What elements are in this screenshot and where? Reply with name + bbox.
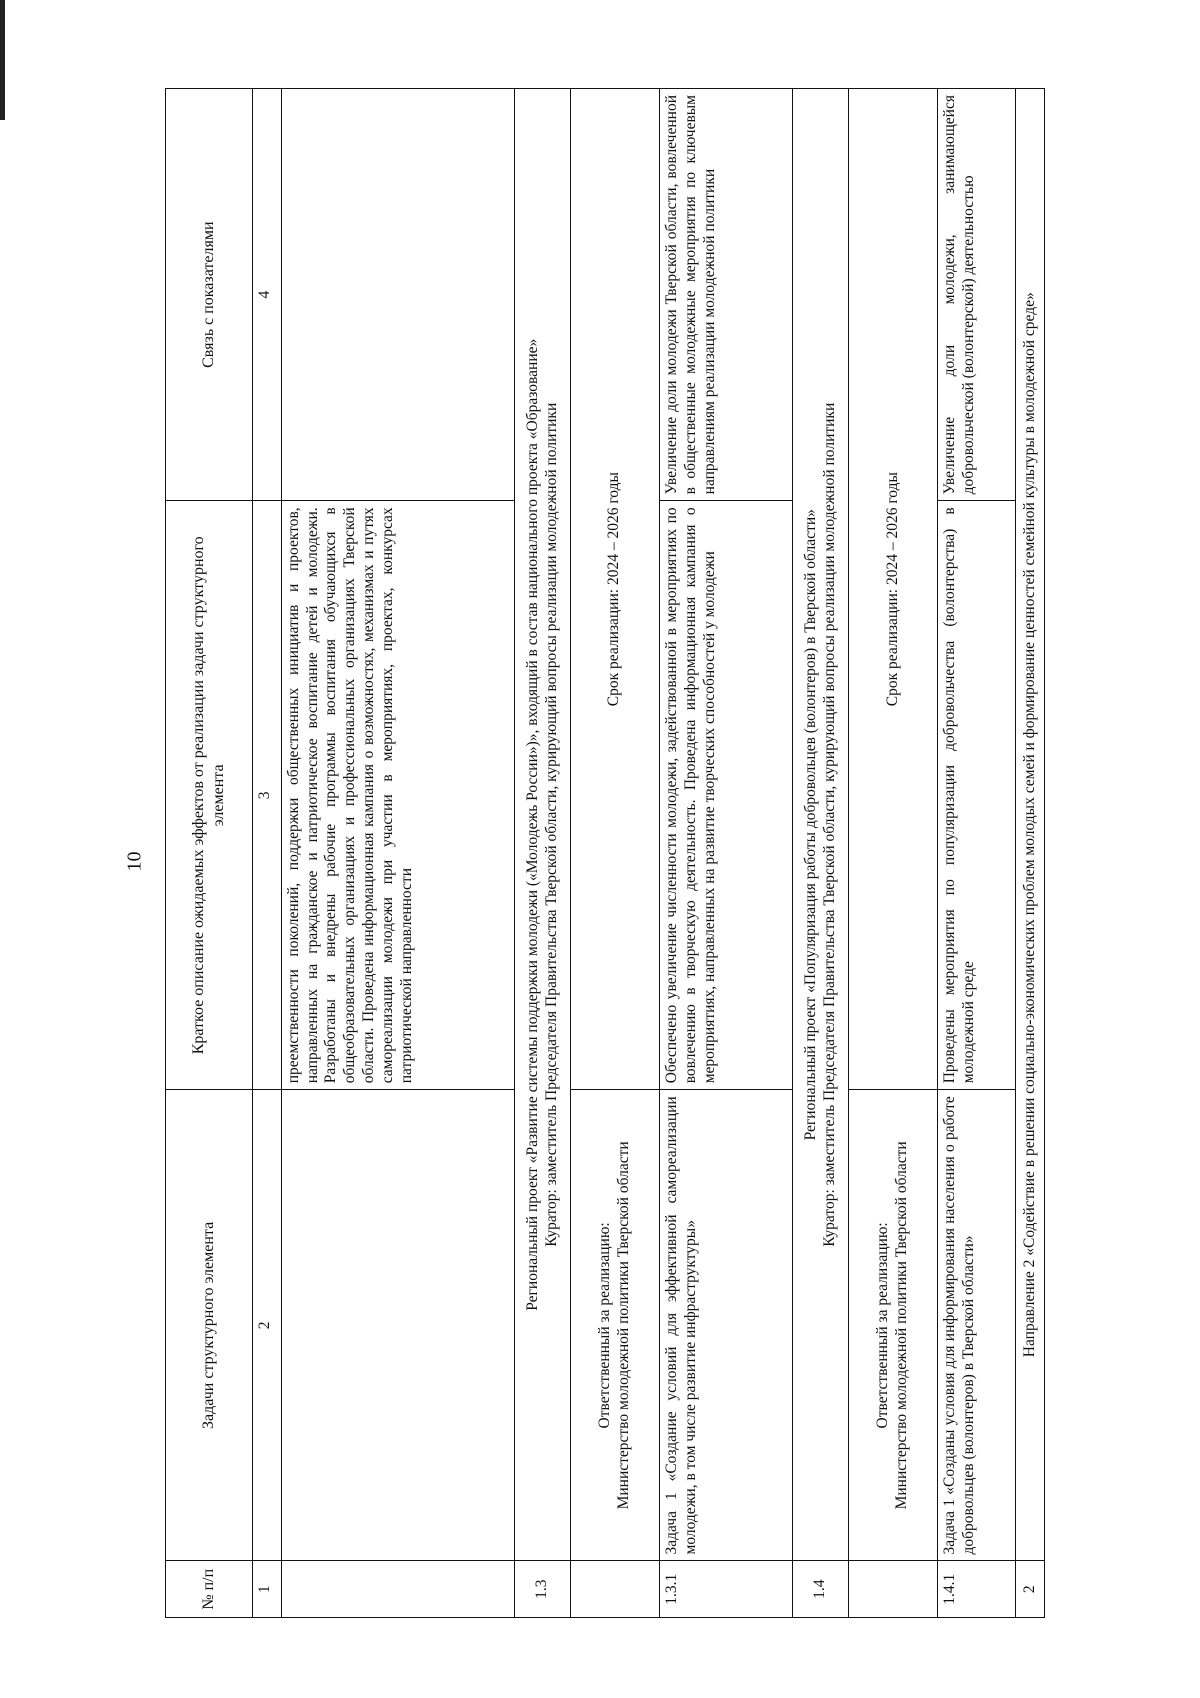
- row-1-3-1: [659, 89, 793, 1618]
- row-1-4-1-num: 1.4.1: [938, 1561, 1016, 1618]
- page-number: 10: [123, 851, 146, 872]
- row-1-4-responsible-label: Ответственный за реализацию:: [874, 1222, 892, 1429]
- row-1-3-responsible-cell: [570, 1090, 659, 1561]
- row-1-4-1-link: Увеличение доли молодежи, занимающейся добровольческой (волонтерской) деятельностью: [938, 89, 1016, 501]
- row-1-4-responsible-cell: [849, 1090, 938, 1561]
- structural-elements-table: [165, 88, 1045, 1618]
- row-1-4-curator: Куратор: заместитель Председателя Правительства Тверской области, курирующий вопросы реализации молодежной политики: [820, 402, 838, 1247]
- index-3: 3: [252, 501, 281, 1090]
- header-link: Связь с показателями: [166, 89, 253, 501]
- header-tasks: Задачи структурного элемента: [166, 1090, 253, 1561]
- row-1-3-header: [515, 89, 571, 1618]
- row-1-4-project: [793, 89, 849, 1561]
- row-1-3-1-task: Задача 1 «Создание условий для эффективной самореализации молодежи, в том числе развитие инфраструктуры»: [659, 1090, 793, 1561]
- row-1-3-1-link: Увеличение доли молодежи Тверской области, вовлеченной в общественные молодежные мероприятия по ключевым направлениям реализации молодежной политики: [659, 89, 793, 501]
- row-1-3-num: 1.3: [515, 1561, 571, 1618]
- index-4: 4: [252, 89, 281, 501]
- row-2: [1016, 89, 1045, 1618]
- row-1-3-project: [515, 89, 571, 1561]
- row-2-num: 2: [1016, 1561, 1045, 1618]
- row-1-4-responsible-org: Министерство молодежной политики Тверской области: [893, 1141, 911, 1510]
- row-1-4-1: [938, 89, 1016, 1618]
- rotated-table-wrapper: [165, 88, 1045, 1618]
- row-1-3-title: Региональный проект «Развитие системы поддержки молодежи («Молодежь России»)», входящий в состав национального проекта «Образование»: [523, 338, 541, 1311]
- row-1-3-term: Срок реализации: 2024 – 2026 годы: [570, 89, 659, 1090]
- index-1: 1: [252, 1561, 281, 1618]
- index-row: [252, 89, 281, 1618]
- header-effects: Краткое описание ожидаемых эффектов от реализации задачи структурного элемента: [166, 501, 253, 1090]
- header-row: [166, 89, 253, 1618]
- row-1-3-responsible-label: Ответственный за реализацию:: [596, 1222, 614, 1429]
- row-1-4-term: Срок реализации: 2024 – 2026 годы: [849, 89, 938, 1090]
- header-num: № п/п: [166, 1561, 253, 1618]
- index-2: 2: [252, 1090, 281, 1561]
- row-1-3-curator: Куратор: заместитель Председателя Правительства Тверской области, курирующий вопросы реализации молодежной политики: [542, 402, 560, 1247]
- row-1-3-1-effect: Обеспечено увеличение численности молодежи, задействованной в мероприятиях по вовлечению в творческую деятельность. Проведена информационная кампания о мероприятиях, направленных на развитие творческих способностей у молодежи: [659, 501, 793, 1090]
- row-1-3-responsible-org: Министерство молодежной политики Тверской области: [614, 1141, 632, 1510]
- row-1-3-responsible: [570, 89, 659, 1618]
- row-1-4-1-task: Задача 1 «Созданы условия для информирования населения о работе добровольцев (волонтеров) в Тверской области»: [938, 1090, 1016, 1561]
- row-1-4-responsible: [849, 89, 938, 1618]
- row-1-4-title: Региональный проект «Популяризация работы добровольцев (волонтеров) в Тверской области»: [801, 509, 819, 1141]
- continuation-text: преемственности поколений, поддержки общественных инициатив и проектов, направленных на гражданское и патриотическое воспитание детей и молодежи. Разработаны и внедрены рабочие программы воспитания обучающихся в общеобразовательных организациях и профессиональных организациях Тверской области. Проведена информационная кампания о возможностях, механизмах и путях самореализации молодежи при участии в мероприятиях, проектах, конкурсах патриотической направленности: [281, 501, 515, 1090]
- row-1-4-1-effect: Проведены мероприятия по популяризации добровольчества (волонтерства) в молодежной среде: [938, 501, 1016, 1090]
- row-1-4-num: 1.4: [793, 1561, 849, 1618]
- continuation-row: [281, 89, 515, 1618]
- row-2-title: Направление 2 «Содействие в решении социально-экономических проблем молодых семей и формирование ценностей семейной культуры в молодежной среде»: [1016, 89, 1045, 1561]
- scan-edge-mark: [0, 0, 5, 120]
- row-1-3-1-num: 1.3.1: [659, 1561, 793, 1618]
- row-1-4-header: [793, 89, 849, 1618]
